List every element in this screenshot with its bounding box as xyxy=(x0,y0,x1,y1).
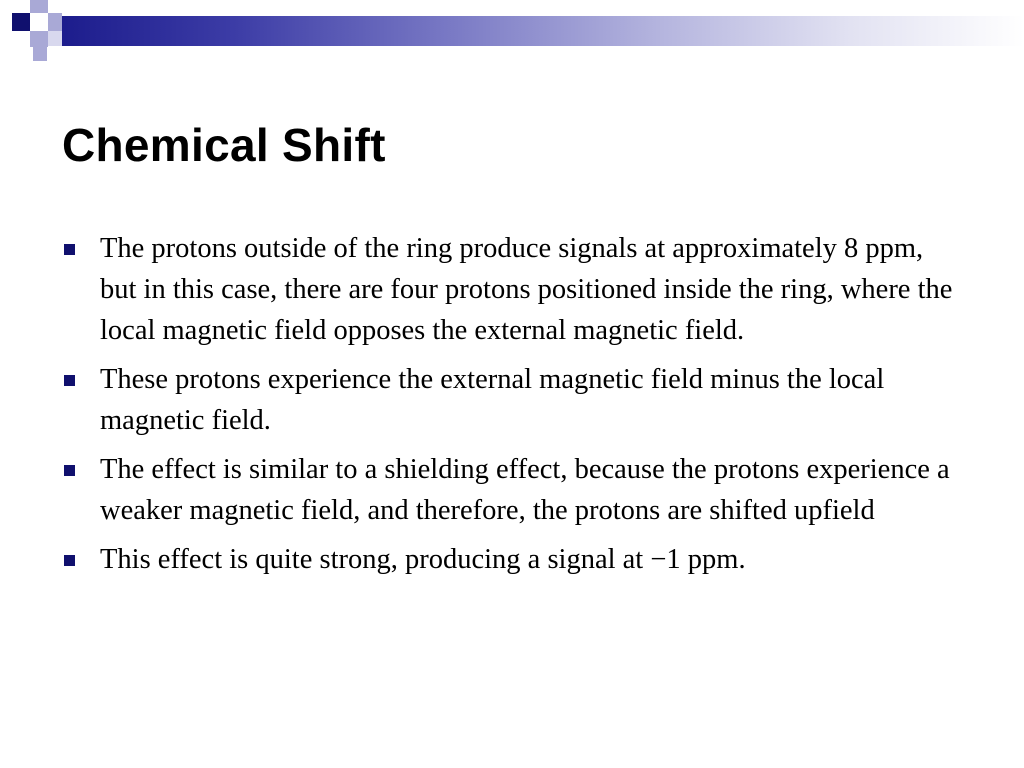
decor-square-light xyxy=(33,47,47,61)
bullet-text: These protons experience the external magnetic field minus the local magnetic field. xyxy=(100,364,885,436)
bullet-text: This effect is quite strong, producing a signal at −1 ppm. xyxy=(100,544,746,575)
decor-square-pale xyxy=(48,31,62,46)
decor-square-light xyxy=(30,0,48,13)
decor-square-light xyxy=(30,31,48,47)
bullet-item xyxy=(62,359,962,441)
header-decoration xyxy=(0,0,1024,64)
square-bullet-icon xyxy=(64,244,75,255)
bullet-text: The effect is similar to a shielding effect, because the protons experience a weaker magnetic field, and therefore, the protons are shifted upfield xyxy=(100,454,950,526)
square-bullet-icon xyxy=(64,555,75,566)
bullet-text: The protons outside of the ring produce signals at approximately 8 ppm, but in this case, there are four protons positioned inside the ring, where the local magnetic field opposes the external magnetic field. xyxy=(100,233,953,346)
slide-title: Chemical Shift xyxy=(62,119,386,171)
bullet-list xyxy=(62,228,962,588)
header-gradient-bar xyxy=(60,16,1024,46)
bullet-item xyxy=(62,539,962,580)
bullet-item xyxy=(62,449,962,531)
bullet-item xyxy=(62,228,962,351)
decor-square-light xyxy=(48,13,62,31)
square-bullet-icon xyxy=(64,465,75,476)
decor-square-dark xyxy=(12,13,30,31)
square-bullet-icon xyxy=(64,375,75,386)
